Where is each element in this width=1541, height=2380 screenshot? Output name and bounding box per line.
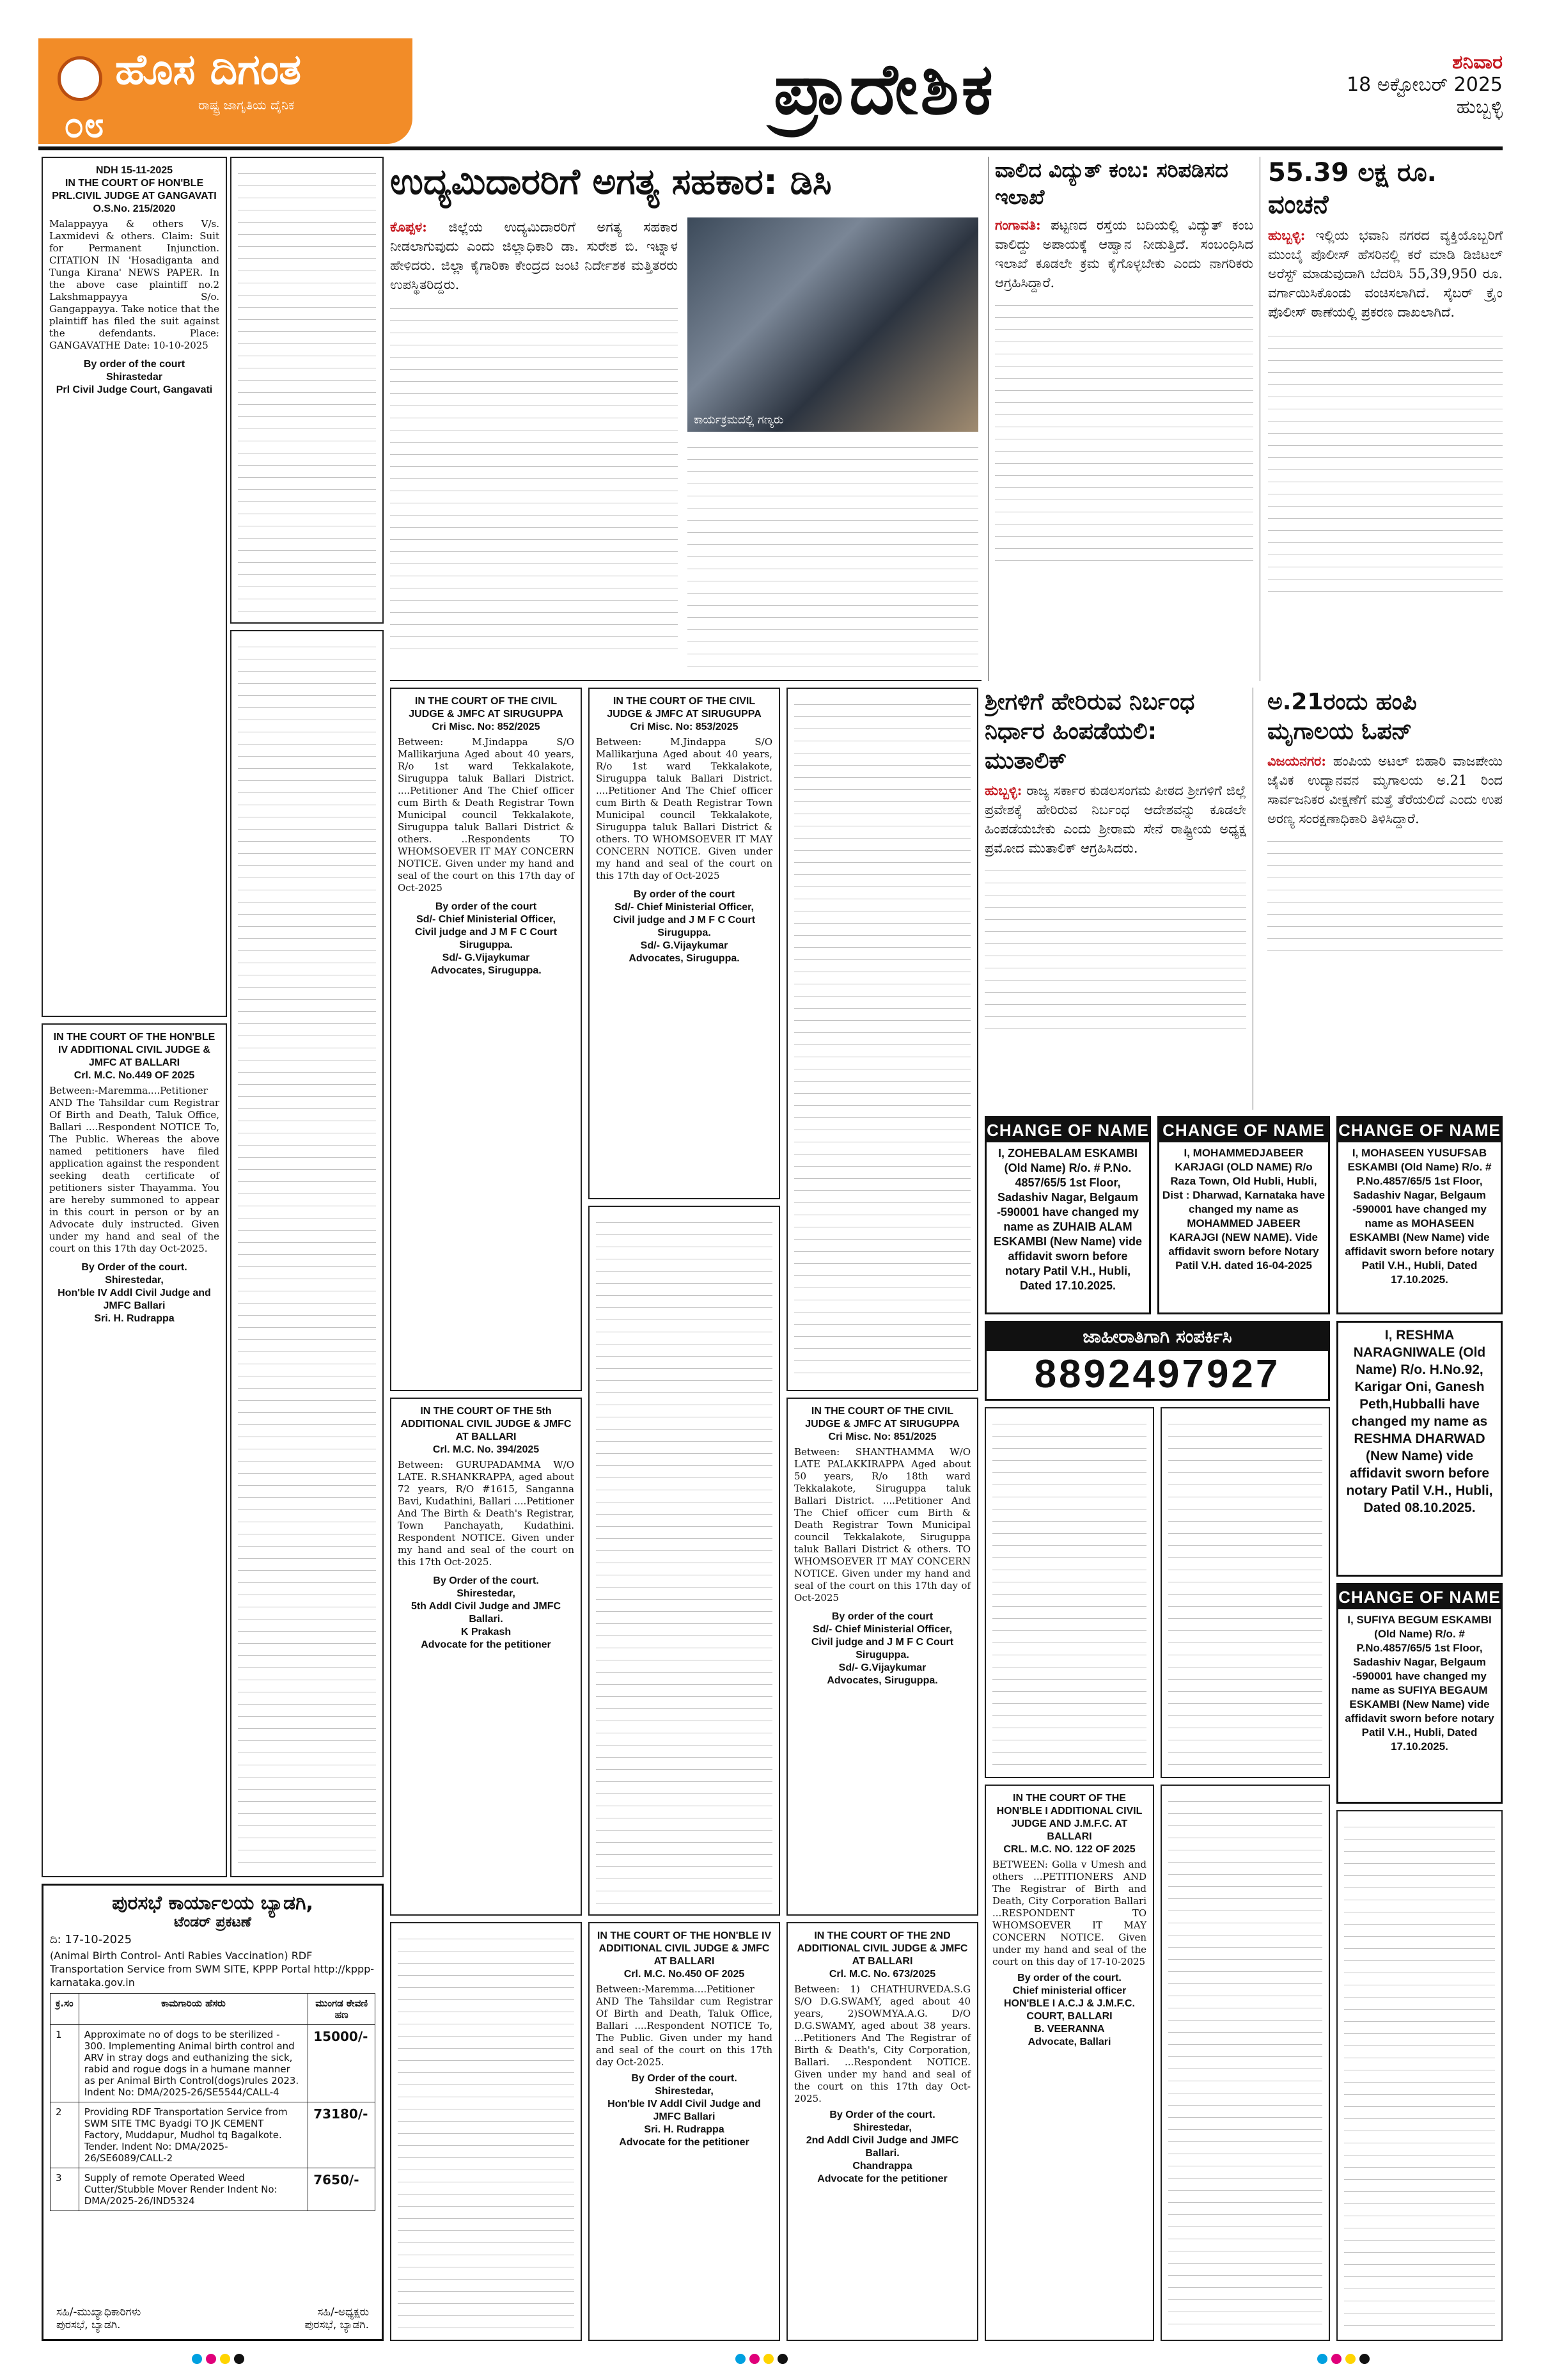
tender-table (50, 1993, 375, 2211)
notice-signature: By Order of the court. Shirestedar, Hon'ble IV Addl Civil Judge and JMFC Ballari Sri. H. Rudrappa (58, 1262, 211, 1324)
tender-title: ಪುರಸಭೆ ಕಾರ್ಯಾಲಯ ಬ್ಯಾಡಗಿ, (112, 1892, 313, 1914)
notice-gangavati (42, 157, 227, 1017)
notice-kannada-9 (1336, 1810, 1503, 2341)
muthalik-text: ರಾಜ್ಯ ಸರ್ಕಾರ ಕುಡಲಸಂಗಮ ಪೀಠದ ಶ್ರೀಗಳಿಗೆ ಜಿಲ್ಲೆ ಪ್ರವೇಶಕ್ಕೆ ಹೇರಿರುವ ನಿರ್ಬಂಧ ಆದೇಶವನ್ನು ಕೂಡಲೇ ಹಿಂಪಡೆಯಬೇಕು ಎಂದು ಶ್ರೀರಾಮ ಸೇನೆ ರಾಷ್ಟ್ರೀಯ ಅಧ್ಯಕ್ಷ ಪ್ರಮೋದ ಮುತಾಲಿಕ್ ಆಗ್ರಹಿಸಿದರು. (985, 783, 1246, 856)
con-title: CHANGE OF NAME (1338, 1118, 1501, 1142)
reg-dot-icon (778, 2354, 788, 2364)
notice-body: Between:-Maremma....Petitioner AND The Tahsildar cum Registrar Of Birth and Death, Taluk Office, Ballari ....Respondent NOTICE To, The Public. Given under my hand and seal of the court on this 17th day Oct-2025. (596, 1983, 772, 2068)
zoo-continued-text (1267, 832, 1503, 960)
notice-signature: By order of the court. Chief ministerial officer HON'BLE I A.C.J & J.M.F.C. COURT, BALLARI B. VEERANNA Advocate, Ballari (1003, 1973, 1135, 2047)
registration-marks-center (735, 2354, 792, 2367)
notice-heading: IN THE COURT OF THE CIVIL JUDGE & JMFC AT SIRUGUPPA Cri Misc. No: 852/2025 (409, 696, 563, 732)
electric-continued-text (995, 296, 1253, 565)
kannada-notice-text (238, 638, 376, 1870)
ad-contact-box (985, 1321, 1330, 1401)
notice-body: BETWEEN: Golla v Umesh and others ...PETITIONERS AND The Registrar of Birth and Death, City Corporation Ballari ...RESPONDENT TO WHOMSOEVER IT MAY CONCERN NOTICE. Given under my hand and seal of the court on this day of 17-10-2025 (992, 1859, 1146, 1967)
muthalik-headline: ಶ್ರೀಗಳಿಗೆ ಹೇರಿರುವ ನಿರ್ಬಂಧ ನಿರ್ಧಾರ ಹಿಂಪಡೆಯಲಿ: ಮುತಾಲಿಕ್ (985, 689, 1195, 774)
tender-sign-right: ಸಹಿ/-ಅಧ್ಯಕ್ಷರು ಪುರಸಭೆ, ಬ್ಯಾಡಗಿ. (304, 2306, 369, 2331)
kannada-notice-text (238, 164, 376, 616)
row-no: 2 (51, 2102, 79, 2168)
notice-body: Between: M.Jindappa S/O Mallikarjuna Aged about 40 years, R/o 1st ward Tekkalakote, Siruguppa taluk Ballari District. ....Petitioner And The Chief officer cum Birth & Death Registrar Town Municipal council Tekkalakote, Siruguppa taluk Ballari District & others. ..Respondents TO WHOMSOEVER IT MAY CONCERN NOTICE. Given under my hand and seal of the court on this 17th day of Oct-2025 (398, 736, 574, 894)
registration-marks-right (1317, 2354, 1373, 2367)
reg-dot-icon (1345, 2354, 1356, 2364)
notice-signature: By Order of the court. Shirestedar, 5th Addl Civil Judge and JMFC Ballari. K Prakash Advocate for the petitioner (411, 1575, 561, 1650)
lead-dateline: ಕೊಪ್ಪಳ: (390, 219, 427, 235)
lead-photo (687, 217, 978, 432)
row-amount: 7650/- (308, 2168, 375, 2211)
reg-dot-icon (234, 2354, 244, 2364)
reg-dot-icon (749, 2354, 760, 2364)
con-title: CHANGE OF NAME (1338, 1585, 1501, 1609)
notice-signature: By order of the court Sd/- Chief Ministerial Officer, Civil judge and J M F C Court Siruguppa. Sd/- G.Vijaykumar Advocates, Siruguppa. (613, 889, 756, 964)
lead-continued-text (390, 299, 678, 658)
reg-dot-icon (735, 2354, 746, 2364)
kannada-notice-text (1344, 1818, 1495, 2333)
electric-text: ಪಟ್ಟಣದ ರಸ್ತೆಯ ಬದಿಯಲ್ಲಿ ವಿದ್ಯುತ್ ಕಂಬ ವಾಲಿದ್ದು ಅಪಾಯಕ್ಕೆ ಆಹ್ವಾನ ನೀಡುತ್ತಿದೆ. ಸಂಬಂಧಿಸಿದ ಇಲಾಖೆ ಕೂಡಲೇ ಕ್ರಮ ಕೈಗೊಳ್ಳಬೇಕು ಎಂದು ನಾಗರಿಕರು ಆಗ್ರಹಿಸಿದ್ದಾರೆ. (995, 217, 1253, 290)
notice-signature: By Order of the court. Shirestedar, Hon'ble IV Addl Civil Judge and JMFC Ballari Sri. H. Rudrappa Advocate for the petitioner (607, 2073, 761, 2148)
notice-signature: By order of the court Sd/- Chief Ministerial Officer, Civil judge and J M F C Court Siruguppa. Sd/- G.Vijaykumar Advocates, Siruguppa. (811, 1611, 954, 1686)
notice-body: Between: M.Jindappa S/O Mallikarjuna Aged about 40 years, R/o 1st ward Tekkalakote, Siruguppa taluk Ballari District. ....Petitioner And The Chief officer cum Birth & Death Registrar Town Municipal council Tekkalakote, Siruguppa taluk Ballari District & others. TO WHOMSOEVER IT MAY CONCERN NOTICE. Given under my hand and seal of the court on this 17th day of Oct-2025 (596, 736, 772, 881)
lead-text-col (390, 217, 678, 675)
notice-heading: IN THE COURT OF THE HON'BLE I ADDITIONAL CIVIL JUDGE AND J.M.F.C. AT BALLARI CRL. M.C. NO. 122 OF 2025 (996, 1793, 1143, 1855)
logo-emblem-icon (58, 56, 102, 101)
notice-ballari-673 (786, 1922, 978, 2341)
notice-ballari-122 (985, 1785, 1154, 2341)
kannada-notice-text (1168, 1415, 1322, 1770)
photo-caption: ಕಾರ್ಯಕ್ರಮದಲ್ಲಿ ಗಣ್ಯರು (694, 413, 784, 427)
kannada-notice-text (1168, 1792, 1322, 2333)
zoo-text: ಹಂಪಿಯ ಅಟಲ್ ಬಿಹಾರಿ ವಾಜಪೇಯಿ ಜೈವಿಕ ಉದ್ಯಾನವನ ಮೃಗಾಲಯ ಅ.21 ರಿಂದ ಸಾರ್ವಜನಿಕರ ವೀಕ್ಷಣೆಗೆ ಮತ್ತೆ ತೆರೆಯಲಿದೆ ಎಂದು ಉಪ ಅರಣ್ಯ ಸಂರಕ್ಷಣಾಧಿಕಾರಿ ತಿಳಿಸಿದ್ದಾರೆ. (1267, 753, 1503, 826)
notice-ballari-449 (42, 1023, 227, 1877)
fraud-story (1260, 157, 1503, 681)
row-amount: 15000/- (308, 2025, 375, 2102)
notice-signature: By Order of the court. Shirestedar, 2nd Addl Civil Judge and JMFC Ballari. Chandrappa Advocate for the petitioner (806, 2109, 959, 2184)
fraud-text: ಇಲ್ಲಿಯ ಭವಾನಿ ನಗರದ ವ್ಯಕ್ತಿಯೊಬ್ಬರಿಗೆ ಮುಂಬೈ ಪೊಲೀಸ್ ಹೆಸರಿನಲ್ಲಿ ಕರೆ ಮಾಡಿ ಡಿಜಿಟಲ್ ಅರೆಸ್ಟ್ ಮಾಡುವುದಾಗಿ ಬೆದರಿಸಿ 55,39,950 ರೂ. ವರ್ಗಾಯಿಸಿಕೊಂಡು ವಂಚಿಸಲಾಗಿದೆ. ಸೈಬರ್ ಕ್ರೈಂ ಪೊಲೀಸ್ ಠಾಣೆಯಲ್ಲಿ ಪ್ರಕರಣ ದಾಖಲಾಗಿದೆ. (1268, 228, 1503, 320)
ad-contact-phone: 8892497927 (1034, 1352, 1281, 1396)
notice-kannada-5 (390, 1922, 582, 2341)
reg-dot-icon (1331, 2354, 1342, 2364)
reg-dot-icon (220, 2354, 230, 2364)
notice-siruguppa-852 (390, 688, 582, 1391)
logo-block (38, 38, 412, 144)
notice-heading: IN THE COURT OF THE CIVIL JUDGE & JMFC AT SIRUGUPPA Cri Misc. No: 853/2025 (607, 696, 762, 732)
kannada-notice-text (596, 1213, 772, 1908)
electric-dateline: ಗಂಗಾವತಿ: (995, 217, 1051, 233)
notice-ballari-394 (390, 1398, 582, 1916)
electric-story-box (988, 157, 1253, 681)
notice-kannada-8 (1161, 1785, 1330, 2341)
reg-dot-icon (206, 2354, 216, 2364)
tender-intro: (Animal Birth Control- Anti Rabies Vaccination) RDF Transportation Service from SWM SITE, KPPP Portal http://kppp-karnataka.gov.in (50, 1950, 375, 1989)
tender-notice (42, 1884, 384, 2341)
kannada-notice-text (992, 1415, 1146, 1770)
tender-subtitle: ಟೆಂಡರ್ ಪ್ರಕಟಣೆ (174, 1914, 251, 1930)
muthalik-dateline: ಹುಬ್ಬಳ್ಳಿ: (985, 782, 1022, 798)
zoo-dateline: ವಿಜಯನಗರ: (1267, 753, 1327, 769)
fraud-headline: 55.39 ಲಕ್ಷ ರೂ. ವಂಚನೆ (1268, 158, 1437, 219)
notice-kannada-6 (985, 1407, 1154, 1778)
col-amount: ಮುಂಗಡ ಠೇವಣಿ ಹಣ (308, 1994, 375, 2025)
muthalik-story (985, 688, 1253, 1110)
notice-heading: IN THE COURT OF THE 5th ADDITIONAL CIVIL JUDGE & JMFC AT BALLARI Crl. M.C. No. 394/2025 (400, 1406, 572, 1455)
lead-text-col-2 (687, 438, 978, 675)
lead-text: ಜಿಲ್ಲೆಯ ಉದ್ಯಮಿದಾರರಿಗೆ ಅಗತ್ಯ ಸಹಕಾರ ನೀಡಲಾಗುವುದು ಎಂದು ಜಿಲ್ಲಾಧಿಕಾರಿ ಡಾ. ಸುರೇಶ ಬಿ. ಇಟ್ನಾಳ ಹೇಳಿದರು. ಜಿಲ್ಲಾ ಕೈಗಾರಿಕಾ ಕೇಂದ್ರದ ಜಂಟಿ ನಿರ್ದೇಶಕ ಮತ್ತಿತರರು ಉಪಸ್ಥಿತರಿದ್ದರು. (390, 219, 678, 292)
reg-dot-icon (1317, 2354, 1327, 2364)
change-of-name-2 (1157, 1116, 1330, 1314)
logo-text: ಹೊಸ ದಿಗಂತ (115, 45, 302, 94)
con-body: I, MOHASEEN YUSUFSAB ESKAMBI (Old Name) R/o. # P.No.4857/65/5 1st Floor, Sadashiv Nagar, Belgaum -590001 have changed my name as MOHASEEN ESKAMBI (New Name) vide affidavit sworn before notary Patil V.H., Hubli, Dated 17.10.2025. (1345, 1147, 1494, 1286)
notice-body: Between: GURUPADAMMA W/O LATE. R.SHANKRAPPA, aged about 72 years, R/O #1615, Sanganna Bavi, Kudathini, Ballari ....Petitioner And The Birth & Death's Registrar, Town Panchayath, Kudathini. Respondent NOTICE. Given under my hand and seal of the court on this 17th Oct-2025. (398, 1459, 574, 1568)
masthead (38, 38, 1503, 150)
col-work: ಕಾಮಗಾರಿಯ ಹೆಸರು (79, 1994, 308, 2025)
change-of-name-5 (1336, 1583, 1503, 1804)
notice-siruguppa-851 (786, 1398, 978, 1916)
lead-story (390, 157, 982, 681)
reg-dot-icon (192, 2354, 202, 2364)
tender-header-row (51, 1994, 375, 2025)
notice-heading: NDH 15-11-2025 IN THE COURT OF HON'BLE PRL.CIVIL JUDGE AT GANGAVATI O.S.No. 215/2020 (52, 165, 217, 214)
notice-body: Between: SHANTHAMMA W/O LATE PALAKKIRAPPA Aged about 50 years, R/o 18th ward Tekkalakote, Siruguppa taluk Ballari District. ....Petitioner And The Chief officer cum Birth & Death Registrar Town Municipal council Tekkalakote, Siruguppa taluk Ballari District & others. TO WHOMSOEVER IT MAY CONCERN NOTICE. Given under my hand and seal of the court on this 17th day of Oct-2025 (794, 1446, 971, 1604)
logo-tagline: ರಾಷ್ಟ್ರ ಜಾಗೃತಿಯ ದೈನಿಕ (198, 97, 295, 113)
notice-body: Between:-Maremma....Petitioner AND The Tahsildar cum Registrar Of Birth and Death, Taluk Office, Ballari ....Respondent NOTICE To, The Public. Whereas the above named petitioners have filed application against the respondent seeking death certificate of petitioners sister Thayamma. You are hereby summoned to appear in this court in person or by an Advocate duly instructed. Given under my hand and seal of the court on this 17th day Oct-2025. (49, 1085, 219, 1254)
con-title: CHANGE OF NAME (1159, 1118, 1328, 1142)
city-label: ಹುಬ್ಬಳ್ಳಿ (1456, 96, 1503, 118)
zoo-headline: ಅ.21ರಂದು ಹಂಪಿ ಮೃಗಾಲಯ ಓಪನ್ (1267, 689, 1417, 745)
notice-kannada-1 (230, 157, 384, 624)
con-body: I, ZOHEBALAM ESKAMBI (Old Name) R/o. # P.No. 4857/65/5 1st Floor, Sadashiv Nagar, Belgaum -590001 have changed my name as ZUHAIB ALAM ESKAMBI (New Name) vide affidavit sworn before notary Patil V.H., Hubli, Dated 17.10.2025. (993, 1147, 1143, 1292)
zoo-story (1260, 688, 1503, 1110)
tender-date: ದಿ: 17-10-2025 (50, 1933, 132, 1946)
electric-paragraph (995, 216, 1253, 292)
table-row (51, 2025, 375, 2102)
date-label: 18 ಅಕ್ಟೋಬರ್ 2025 (1347, 74, 1503, 96)
change-of-name-1 (985, 1116, 1151, 1314)
change-of-name-3 (1336, 1116, 1503, 1314)
notice-body: Malappayya & others V/s. Laxmidevi & others. Claim: Suit for Permanent Injunction. CITATION IN 'Hosadiganta and Tunga Kirana' NEWS PAPER. In the above case plaintiff no.2 Lakshmappayya S/o. Gangappayya. Take notice that the plaintiff has filed the suit against the defendants. Place: GANGAVATHE Date: 10-10-2025 (49, 218, 219, 351)
row-no: 3 (51, 2168, 79, 2211)
row-work: Supply of remote Operated Weed Cutter/Stubble Mover Render Indent No: DMA/2025-26/IND5324 (79, 2168, 308, 2211)
muthalik-continued-text (985, 862, 1246, 1041)
fraud-dateline: ಹುಬ್ಬಳ್ಳಿ: (1268, 227, 1306, 243)
registration-marks-left (192, 2354, 248, 2367)
kannada-notice-text (398, 1930, 574, 2333)
con-body: I, RESHMA NARAGNIWALE (Old Name) R/o. H.No.92, Karigar Oni, Ganesh Peth,Hubballi have changed my name as RESHMA DHARWAD (New Name) vide affidavit sworn before notary Patil V.H., Hubli, Dated 08.10.2025. (1346, 1328, 1493, 1515)
notice-body: Between: 1) CHATHURVEDA.S.G S/O D.G.SWAMY, aged about 40 years, 2)SOWMYA.A.G. D/O D.G.SWAMY, aged about 38 years. ...Petitioners And The Registrar of Birth & Death's, City Corporation, Ballari. ...Respondent NOTICE. Given under my hand and seal of the court on this 17th day Oct-2025. (794, 1983, 971, 2104)
con-title: CHANGE OF NAME (987, 1118, 1149, 1142)
fraud-continued-text (1268, 327, 1503, 595)
notice-kannada-2 (230, 630, 384, 1877)
reg-dot-icon (763, 2354, 774, 2364)
section-title: ಪ್ರಾದೇಶಿಕ (774, 48, 996, 130)
ad-contact-label: ಜಾಹೀರಾತಿಗಾಗಿ ಸಂಪರ್ಕಿಸಿ (987, 1323, 1328, 1351)
tender-sign-left: ಸಹಿ/-ಮುಖ್ಯಾಧಿಕಾರಿಗಳು ಪುರಸಭೆ, ಬ್ಯಾಡಗಿ. (56, 2306, 141, 2331)
electric-headline: ವಾಲಿದ ವಿದ್ಯುತ್ ಕಂಬ: ಸರಿಪಡಿಸದ ಇಲಾಖೆ (995, 158, 1228, 209)
row-work: Approximate no of dogs to be sterilized - 300. Implementing Animal birth control and ARV in stray dogs and euthanizing the sick, rabid and rogue dogs in a humane manner as per Animal Birth Control(dogs)rules 2023. Indent No: DMA/2025-26/SE5544/CALL-4 (79, 2025, 308, 2102)
notice-kannada-4 (588, 1206, 780, 1916)
notice-kannada-7 (1161, 1407, 1330, 1778)
notice-kannada-3 (786, 688, 978, 1391)
notice-heading: IN THE COURT OF THE CIVIL JUDGE & JMFC AT SIRUGUPPA Cri Misc. No: 851/2025 (805, 1406, 960, 1442)
kannada-notice-text (794, 695, 971, 1383)
page-number: ೦೮ (64, 104, 104, 146)
notice-ballari-450 (588, 1922, 780, 2341)
con-body: I, MOHAMMEDJABEER KARJAGI (OLD NAME) R/o Raza Town, Old Hubli, Hubli, Dist : Dharwad, Karnataka have changed my name as MOHAMMED JABEER KARAJGI (NEW NAME). Vide affidavit sworn before Notary Patil V.H. dated 16-04-2025 (1162, 1147, 1326, 1272)
row-amount: 73180/- (308, 2102, 375, 2168)
day-label: ಶನಿವಾರ (1452, 51, 1503, 74)
masthead-date-block (1292, 51, 1503, 118)
notice-heading: IN THE COURT OF THE HON'BLE IV ADDITIONAL CIVIL JUDGE & JMFC AT BALLARI Crl. M.C. No.449 OF 2025 (53, 1032, 215, 1081)
con-body: I, SUFIYA BEGUM ESKAMBI (Old Name) R/o. # P.No.4857/65/5 1st Floor, Sadashiv Nagar, Belgaum -590001 have changed my name as SUFIYA BEGAUM ESKAMBI (New Name) vide affidavit sworn before notary Patil V.H., Hubli, Dated 17.10.2025. (1345, 1614, 1494, 1753)
row-work: Providing RDF Transportation Service from SWM SITE TMC Byadgi TO JK CEMENT Factory, Muddapur, Mudhol tq Bagalkote. Tender. Indent No: DMA/2025-26/SE6089/CALL-2 (79, 2102, 308, 2168)
reg-dot-icon (1359, 2354, 1370, 2364)
notice-heading: IN THE COURT OF THE HON'BLE IV ADDITIONAL CIVIL JUDGE & JMFC AT BALLARI Crl. M.C. No.450 OF 2025 (597, 1930, 772, 1980)
notice-heading: IN THE COURT OF THE 2ND ADDITIONAL CIVIL JUDGE & JMFC AT BALLARI Crl. M.C. No. 673/2025 (797, 1930, 968, 1980)
change-of-name-4 (1336, 1321, 1503, 1577)
notice-siruguppa-853 (588, 688, 780, 1199)
row-no: 1 (51, 2025, 79, 2102)
notice-signature: By order of the court Shirastedar Prl Civil Judge Court, Gangavati (56, 359, 213, 395)
table-row (51, 2168, 375, 2211)
col-no: ಕ್ರ.ಸಂ (51, 1994, 79, 2025)
lead-headline: ಉದ್ಯಮಿದಾರರಿಗೆ ಅಗತ್ಯ ಸಹಕಾರ: ಡಿಸಿ (390, 161, 832, 203)
table-row (51, 2102, 375, 2168)
notice-signature: By order of the court Sd/- Chief Ministerial Officer, Civil judge and J M F C Court Siruguppa. Sd/- G.Vijaykumar Advocates, Siruguppa. (414, 901, 558, 976)
